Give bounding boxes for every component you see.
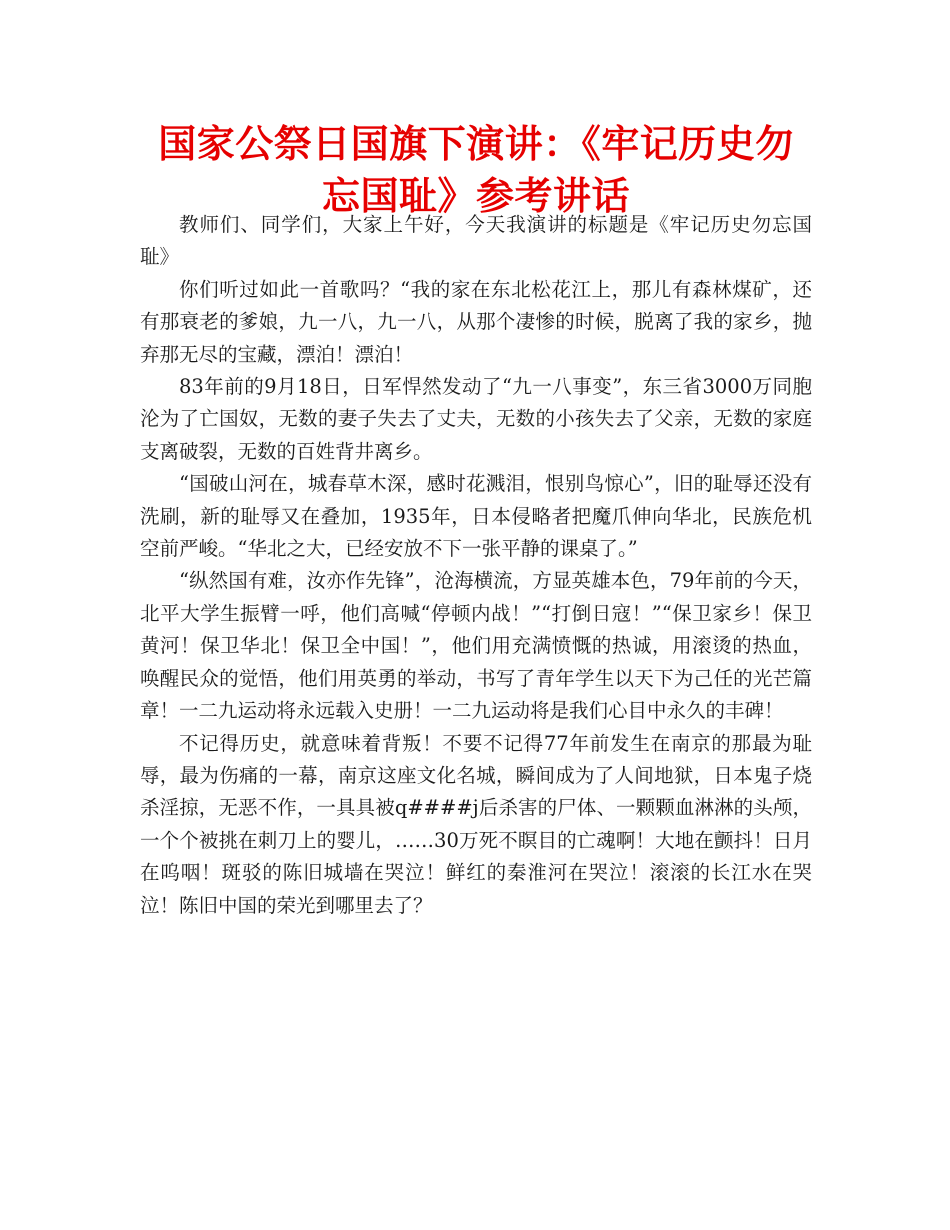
paragraph-918-incident: 83年前的9月18日，日军悍然发动了“九一八事变”，东三省3000万同胞沦为了亡国奴，无数的妻子失去了丈夫，无数的小孩失去了父亲，无数的家庭支离破裂，无数的百姓背井离乡。 — [140, 375, 812, 463]
paragraph-129-movement: “纵然国有难，汝亦作先锋”，沧海横流，方显英雄本色，79年前的今天，北平大学生振臂一呼，他们高喊“停顿内战！”“打倒日寇！”“保卫家乡！保卫黄河！保卫华北！保卫全中国！”，他们用充满愤慨的热诚，用滚烫的热血，唤醒民众的觉悟，他们用英勇的举动，书写了青年学生以天下为己任的光芒篇章！一二九运动将永远载入史册！一二九运动将是我们心目中永久的丰碑！ — [140, 569, 812, 723]
document-title: 国家公祭日国旗下演讲：《牢记历史勿忘国耻》参考讲话 — [158, 122, 794, 218]
document-body — [140, 209, 812, 922]
paragraph-nanjing: 不记得历史，就意味着背叛！不要不记得77年前发生在南京的那最为耻辱，最为伤痛的一幕，南京这座文化名城，瞬间成为了人间地狱，日本鬼子烧杀淫掠，无恶不作，一具具被q####j后杀害的尸体、一颗颗血淋淋的头颅，一个个被挑在刺刀上的婴儿，……30万死不瞑目的亡魂啊！大地在颤抖！日月在呜咽！斑驳的陈旧城墙在哭泣！鲜红的秦淮河在哭泣！滚滚的长江水在哭泣！陈旧中国的荣光到哪里去了？ — [140, 731, 812, 917]
paragraph-greeting: 教师们、同学们，大家上午好，今天我演讲的标题是《牢记历史勿忘国耻》 — [140, 213, 812, 269]
paragraph-north-china-crisis: “国破山河在，城春草木深，感时花溅泪，恨别鸟惊心”，旧的耻辱还没有洗刷，新的耻辱又在叠加，1935年，日本侵略者把魔爪伸向华北，民族危机空前严峻。“华北之大，已经安放不下一张平静的课桌了。” — [140, 472, 812, 561]
paragraph-song: 你们听过如此一首歌吗？“我的家在东北松花江上，那儿有森林煤矿，还有那衰老的爹娘，九一八，九一八，从那个凄惨的时候，脱离了我的家乡，抛弃那无尽的宝藏，漂泊！漂泊！ — [140, 277, 812, 366]
